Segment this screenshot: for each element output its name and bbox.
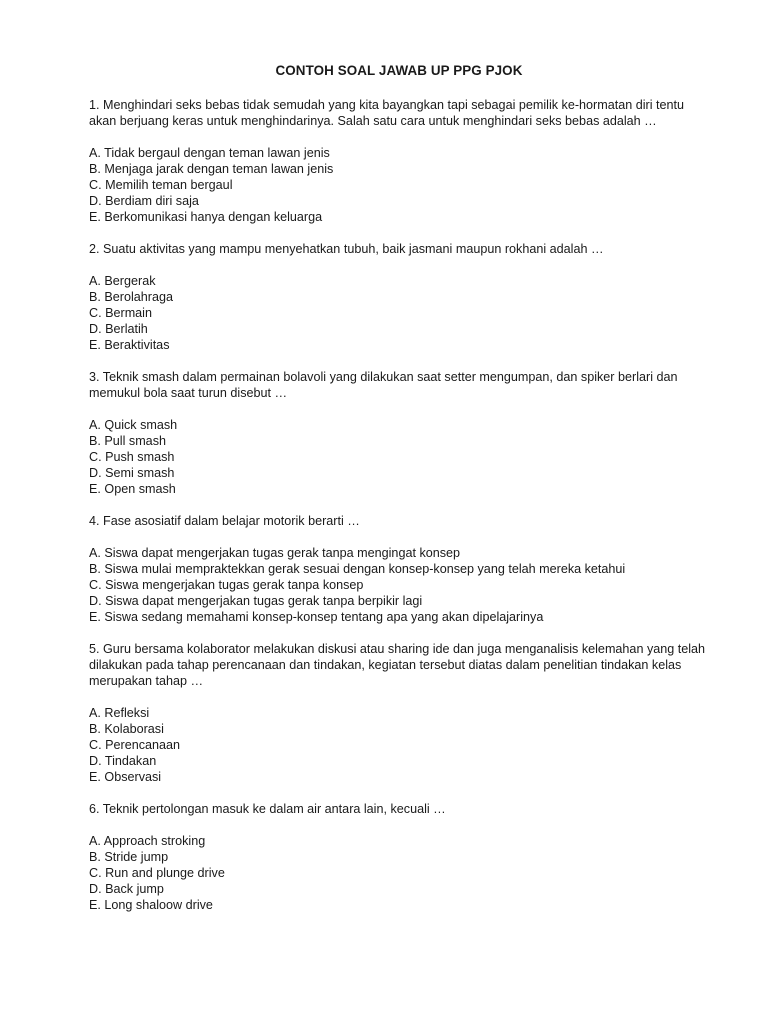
question-5: [89, 641, 709, 785]
answer-option-e: E. Long shaloow drive: [89, 898, 213, 912]
answer-option-d: D. Semi smash: [89, 466, 175, 480]
answer-option-c: C. Perencanaan: [89, 738, 181, 752]
question-text: 2. Suatu aktivitas yang mampu menyehatkan tubuh, baik jasmani maupun rokhani adalah …: [89, 242, 604, 256]
answer-option-b: B. Stride jump: [89, 850, 169, 864]
answer-option-c: C. Bermain: [89, 306, 152, 320]
answer-option-a: A. Refleksi: [89, 706, 150, 720]
answer-option-b: B. Kolaborasi: [89, 722, 164, 736]
answer-option-b: B. Pull smash: [89, 434, 166, 448]
answer-option-a: A. Bergerak: [89, 274, 156, 288]
answer-options: [89, 273, 709, 353]
question-text: 1. Menghindari seks bebas tidak semudah yang kita bayangkan tapi sebagai pemilik ke-hormatan diri tentu akan berjuang keras untuk menghindarinya. Salah satu cara untuk menghindari seks bebas adalah …: [89, 98, 685, 128]
question-1: [89, 97, 709, 225]
answer-option-d: D. Siswa dapat mengerjakan tugas gerak tanpa berpikir lagi: [89, 594, 423, 608]
answer-option-d: D. Tindakan: [89, 754, 157, 768]
answer-option-d: D. Back jump: [89, 882, 164, 896]
question-text: 3. Teknik smash dalam permainan bolavoli yang dilakukan saat setter mengumpan, dan spiker berlari dan memukul bola saat turun disebut …: [89, 370, 678, 400]
answer-option-c: C. Run and plunge drive: [89, 866, 225, 880]
answer-options: [89, 417, 709, 497]
question-text: 5. Guru bersama kolaborator melakukan diskusi atau sharing ide dan juga menganalisis kelemahan yang telah dilakukan pada tahap perencanaan dan tindakan, kegiatan tersebut diatas dalam penelitian tindakan kelas merupakan tahap …: [89, 642, 706, 688]
answer-options: [89, 145, 709, 225]
answer-option-d: D. Berlatih: [89, 322, 148, 336]
question-text: 6. Teknik pertolongan masuk ke dalam air antara lain, kecuali …: [89, 802, 446, 816]
question-6: [89, 801, 709, 913]
answer-option-c: C. Push smash: [89, 450, 175, 464]
answer-option-e: E. Beraktivitas: [89, 338, 170, 352]
answer-option-a: A. Tidak bergaul dengan teman lawan jenis: [89, 146, 330, 160]
question-3: [89, 369, 709, 497]
answer-options: [89, 705, 709, 785]
answer-option-e: E. Berkomunikasi hanya dengan keluarga: [89, 210, 323, 224]
answer-options: [89, 833, 709, 913]
question-text: 4. Fase asosiatif dalam belajar motorik berarti …: [89, 514, 360, 528]
answer-option-c: C. Memilih teman bergaul: [89, 178, 233, 192]
answer-option-a: A. Quick smash: [89, 418, 178, 432]
document-title: CONTOH SOAL JAWAB UP PPG PJOK: [275, 63, 523, 78]
answer-option-e: E. Siswa sedang memahami konsep-konsep tentang apa yang akan dipelajarinya: [89, 610, 544, 624]
answer-option-b: B. Siswa mulai mempraktekkan gerak sesuai dengan konsep-konsep yang telah mereka ketahui: [89, 562, 626, 576]
answer-options: [89, 545, 709, 625]
document-body: [89, 62, 709, 929]
answer-option-b: B. Menjaga jarak dengan teman lawan jenis: [89, 162, 334, 176]
question-2: [89, 241, 709, 353]
answer-option-a: A. Siswa dapat mengerjakan tugas gerak tanpa mengingat konsep: [89, 546, 461, 560]
answer-option-c: C. Siswa mengerjakan tugas gerak tanpa konsep: [89, 578, 364, 592]
answer-option-b: B. Berolahraga: [89, 290, 174, 304]
answer-option-e: E. Open smash: [89, 482, 176, 496]
answer-option-d: D. Berdiam diri saja: [89, 194, 199, 208]
question-4: [89, 513, 709, 625]
answer-option-e: E. Observasi: [89, 770, 162, 784]
answer-option-a: A. Approach stroking: [89, 834, 206, 848]
